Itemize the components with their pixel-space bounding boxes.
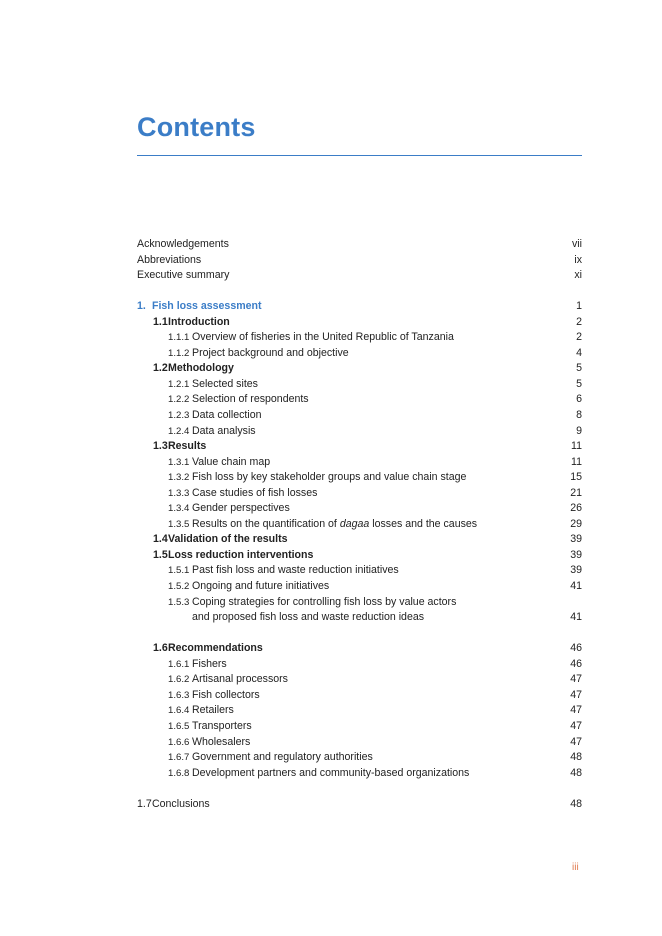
toc-entry-1-2-1[interactable] (137, 377, 582, 393)
toc-label: Past fish loss and waste reduction initiatives (192, 564, 399, 577)
toc-number: 1.2.4 (168, 425, 190, 437)
spacer (137, 781, 582, 797)
toc-number: 1.5.2 (168, 581, 190, 593)
toc-label: Wholesalers (192, 735, 251, 748)
toc-number: 1.2.1 (168, 378, 190, 390)
toc-number: 1.3.1 (168, 456, 190, 468)
toc-page: 46 (570, 642, 582, 655)
toc-number: 1.3.2 (168, 472, 190, 484)
toc-label: Retailers (192, 704, 234, 717)
toc-number: 1. (137, 300, 146, 313)
toc-page: 41 (570, 611, 582, 624)
toc-page: 41 (570, 580, 582, 593)
toc-number: 1.3 (153, 440, 168, 453)
toc-page: 15 (570, 471, 582, 484)
spacer (137, 626, 582, 642)
toc-page: 5 (576, 362, 582, 375)
toc-page: 47 (570, 688, 582, 701)
toc-page: 47 (570, 673, 582, 686)
toc-label: Loss reduction interventions (168, 548, 314, 561)
toc-entry-1-6-3[interactable] (137, 688, 582, 704)
toc-entry-1-2-4[interactable] (137, 424, 582, 440)
toc-entry-executive-summary[interactable] (137, 268, 582, 284)
toc-label: Case studies of fish losses (192, 486, 318, 499)
toc-label: Development partners and community-based organizations (192, 766, 470, 779)
toc-label: Gender perspectives (192, 502, 290, 515)
toc-page: 39 (570, 564, 582, 577)
toc-page: ix (574, 253, 582, 266)
toc-label: Methodology (168, 362, 234, 375)
toc-number: 1.1.2 (168, 347, 190, 359)
toc-number: 1.5.3 (168, 596, 190, 608)
toc-page: 6 (576, 393, 582, 406)
toc-entry-1-1-2[interactable] (137, 346, 582, 362)
toc-label: Data analysis (192, 424, 256, 437)
toc-entry-1-3-5[interactable] (137, 517, 582, 533)
toc-label: Transporters (192, 719, 252, 732)
toc-page: 1 (576, 300, 582, 313)
toc-entry-1-6-8[interactable] (137, 766, 582, 782)
toc-label: Executive summary (137, 269, 230, 282)
page-title: Contents (137, 112, 256, 142)
toc-entry-1-6-1[interactable] (137, 657, 582, 673)
toc-page: 39 (570, 533, 582, 546)
toc-page: 39 (570, 548, 582, 561)
toc-label: Recommendations (168, 642, 263, 655)
toc-label: Artisanal processors (192, 673, 288, 686)
toc-label: Abbreviations (137, 253, 202, 266)
toc-label: Fishers (192, 657, 227, 670)
toc-number: 1.6.4 (168, 705, 190, 717)
toc-number: 1.6.7 (168, 752, 190, 764)
toc-page: 8 (576, 409, 582, 422)
toc-label: Conclusions (152, 797, 210, 810)
toc-page: 2 (576, 315, 582, 328)
toc-entry-1-3-2[interactable] (137, 470, 582, 486)
toc-page: 21 (570, 486, 582, 499)
toc-label: Government and regulatory authorities (192, 751, 373, 764)
toc-entry-1-6-2[interactable] (137, 672, 582, 688)
toc-page: 29 (570, 517, 582, 530)
toc-number: 1.3.3 (168, 487, 190, 499)
toc-label: Results (168, 440, 207, 453)
toc-entry-1-6-4[interactable] (137, 703, 582, 719)
toc-label: Project background and objective (192, 346, 349, 359)
spacer (137, 284, 582, 300)
table-of-contents (137, 237, 582, 812)
toc-entry-1-6-7[interactable] (137, 750, 582, 766)
toc-entry-1-5[interactable] (137, 548, 582, 564)
toc-number: 1.5 (153, 548, 168, 561)
toc-number: 1.6 (153, 642, 168, 655)
toc-label-italic: dagaa (339, 517, 370, 530)
toc-number: 1.6.8 (168, 767, 190, 779)
toc-page: 5 (576, 377, 582, 390)
toc-number: 1.5.1 (168, 565, 190, 577)
toc-number: 1.6.6 (168, 736, 190, 748)
toc-label-part: Results on the quantification of (192, 517, 340, 530)
toc-chapter-1[interactable] (137, 299, 582, 315)
toc-entry-1-3-4[interactable] (137, 501, 582, 517)
toc-page: 4 (576, 346, 582, 359)
toc-label: Validation of the results (168, 533, 288, 546)
toc-label: Acknowledgements (137, 238, 229, 250)
toc-page: 47 (570, 719, 582, 732)
toc-entry-1-3-1[interactable] (137, 455, 582, 471)
toc-page: 9 (576, 424, 582, 437)
toc-number: 1.7 (137, 797, 152, 810)
toc-page: 26 (570, 502, 582, 515)
toc-page: 48 (570, 797, 582, 810)
toc-label: Coping strategies for controlling fish loss by value actors (192, 595, 457, 608)
toc-entry-1-6-5[interactable] (137, 719, 582, 735)
toc-label: Fish loss assessment (152, 300, 262, 313)
toc-entry-1-6[interactable] (137, 641, 582, 657)
toc-entry-1-2-3[interactable] (137, 408, 582, 424)
toc-label: Selected sites (192, 377, 258, 390)
toc-number: 1.6.3 (168, 689, 190, 701)
toc-entry-1-5-2[interactable] (137, 579, 582, 595)
toc-label-part: losses and the causes (369, 517, 478, 530)
toc-number: 1.2.2 (168, 394, 190, 406)
toc-entry-1-6-6[interactable] (137, 735, 582, 751)
toc-label: Value chain map (192, 455, 271, 468)
toc-label: Data collection (192, 409, 262, 422)
toc-entry-1-5-3[interactable] (137, 595, 582, 611)
toc-entry-acknowledgements[interactable] (137, 237, 582, 253)
toc-label: Overview of fisheries in the United Republic of Tanzania (192, 331, 454, 344)
toc-entry-abbreviations[interactable] (137, 253, 582, 269)
toc-page: 47 (570, 735, 582, 748)
toc-label: Selection of respondents (192, 393, 309, 406)
toc-page: 48 (570, 766, 582, 779)
toc-page: 47 (570, 704, 582, 717)
toc-label: Introduction (168, 315, 230, 328)
toc-entry-1-3[interactable] (137, 439, 582, 455)
toc-page: xi (574, 269, 582, 282)
toc-entry-1-5-3-continued[interactable] (137, 610, 582, 626)
toc-entry-1-1-1[interactable] (137, 330, 582, 346)
toc-entry-1-4[interactable] (137, 532, 582, 548)
toc-entry-1-3-3[interactable] (137, 486, 582, 502)
toc-entry-1-2-2[interactable] (137, 392, 582, 408)
toc-number: 1.6.5 (168, 720, 190, 732)
toc-label: Ongoing and future initiatives (192, 580, 330, 593)
toc-label: and proposed fish loss and waste reduction ideas (192, 611, 425, 624)
toc-page: 48 (570, 751, 582, 764)
toc-number: 1.1.1 (168, 332, 190, 344)
toc-page: 46 (570, 657, 582, 670)
toc-number: 1.3.4 (168, 503, 190, 515)
toc-page: 11 (571, 440, 582, 453)
toc-number: 1.2.3 (168, 410, 190, 422)
page-number: iii (572, 862, 579, 873)
toc-number: 1.6.2 (168, 674, 190, 686)
toc-number: 1.1 (153, 315, 168, 328)
toc-number: 1.3.5 (168, 518, 190, 530)
toc-label: Fish collectors (192, 688, 260, 701)
toc-number: 1.4 (153, 533, 168, 546)
toc-entry-1-2[interactable] (137, 361, 582, 377)
toc-entry-1-1[interactable] (137, 315, 582, 331)
toc-entry-1-7[interactable] (137, 797, 582, 813)
toc-number: 1.2 (153, 362, 168, 375)
title-divider (137, 155, 582, 156)
toc-label (192, 517, 477, 533)
toc-page: vii (571, 238, 582, 250)
toc-number: 1.6.1 (168, 658, 190, 670)
toc-entry-1-5-1[interactable] (137, 563, 582, 579)
toc-label: Fish loss by key stakeholder groups and value chain stage (192, 471, 467, 484)
toc-page: 2 (576, 331, 582, 344)
toc-page: 11 (571, 455, 582, 468)
